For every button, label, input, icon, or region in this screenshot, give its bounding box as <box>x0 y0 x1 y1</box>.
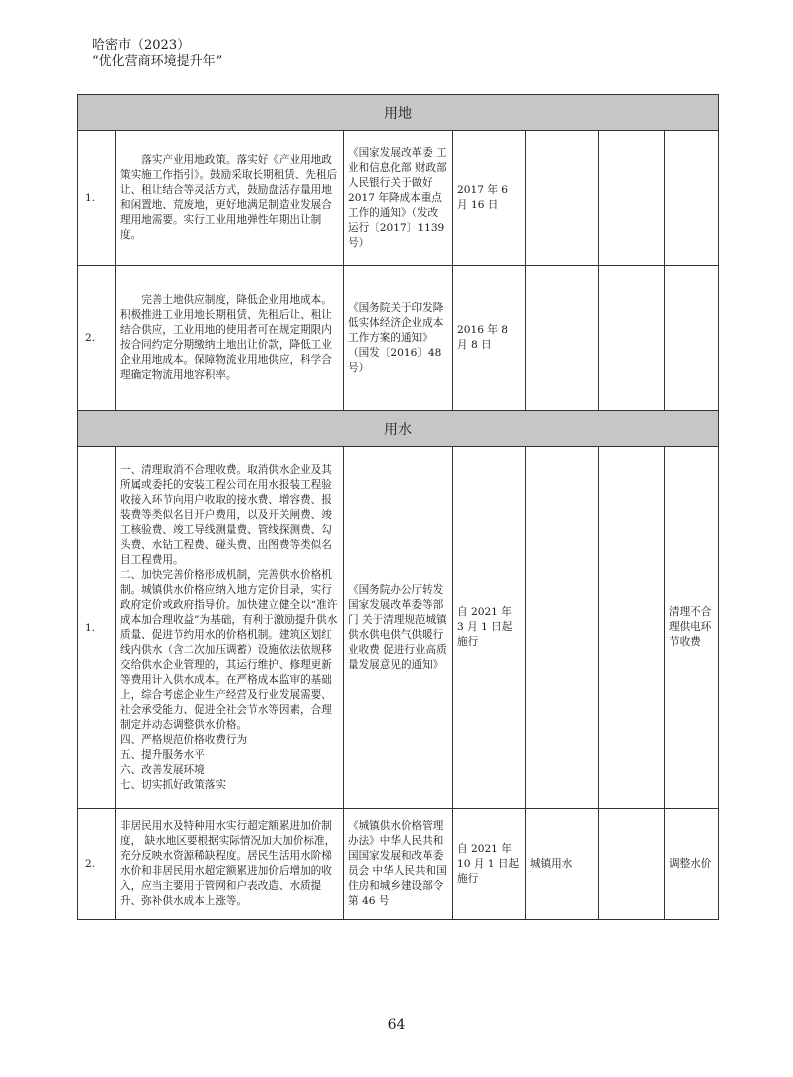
column-5-cell <box>526 447 599 809</box>
policy-paragraph: 非居民用水及特种用水实行超定额累进加价制度， 缺水地区要根据实际情况加大加价标准，充分反映水资源稀缺程度。居民生活用水阶梯水价和非居民用水超定额累进加价后增加的收入，应当主要用于管网和户表改造、水质提升、弥补供水成本上涨等。 <box>120 820 336 907</box>
policy-paragraph: 五、提升服务水平 <box>120 748 205 761</box>
page-number: 64 <box>387 1017 406 1033</box>
section-header-land <box>78 95 719 131</box>
column-6-cell <box>599 131 665 266</box>
policy-paragraph: 六、改善发展环境 <box>120 763 205 776</box>
policy-content <box>116 131 344 266</box>
policy-paragraph: 七、切实抓好政策落实 <box>120 778 226 791</box>
policy-document: 《国务院办公厅转发国家发展改革委等部门 关于清理规范城镇供水供电供气供暖行业收费 促进行业高质量发展意见的通知》 <box>344 447 453 809</box>
table-row <box>78 266 719 411</box>
column-7-cell: 调整水价 <box>665 809 719 920</box>
policy-document: 《城镇供水价格管理办法》中华人民共和国国家发展和改革委员会 中华人民共和国住房和城乡建设部令第 46 号 <box>344 809 453 920</box>
row-number: 1. <box>78 447 116 809</box>
effective-date: 自 2021 年 10 月 1 日起施行 <box>453 809 526 920</box>
policy-paragraph: 二、加快完善价格形成机制，完善供水价格机制。城镇供水价格应纳入地方定价目录，实行政府定价或政府指导价。加快建立健全以“准许成本加合理收益”为基础，有利于激励提升供水质量、促进节约用水的价格机制。建筑区划红线内供水（含二次加压调蓄）设施依法依规移交给供水企业管理的，其运行维护、修理更新等费用计入供水成本。在严格成本监审的基础上，综合考虑企业生产经营及行业发展需要、社会承受能力、促进全社会节水等因素，合理制定并动态调整供水价格。 <box>120 568 338 731</box>
column-6-cell <box>599 447 665 809</box>
effective-date: 2017 年 6 月 16 日 <box>453 131 526 266</box>
column-7-cell <box>665 131 719 266</box>
header-line-2: “优化营商环境提升年” <box>92 54 223 69</box>
column-6-cell <box>599 809 665 920</box>
row-number: 1. <box>78 131 116 266</box>
policy-document: 《国务院关于印发降低实体经济企业成本工作方案的通知》（国发〔2016〕48 号） <box>344 266 453 411</box>
column-5-cell: 城镇用水 <box>526 809 599 920</box>
effective-date: 自 2021 年 3 月 1 日起施行 <box>453 447 526 809</box>
table-row <box>78 131 719 266</box>
policy-document: 《国家发展改革委 工业和信息化部 财政部 人民银行关于做好 2017 年降成本重点工作的通知》（发改运行〔2017〕1139 号） <box>344 131 453 266</box>
policy-table <box>77 94 719 920</box>
row-number: 2. <box>78 809 116 920</box>
section-title: 用水 <box>78 411 719 447</box>
column-7-cell: 清理不合理供电环节收费 <box>665 447 719 809</box>
policy-content <box>116 447 344 809</box>
policy-paragraph: 落实产业用地政策。落实好《产业用地政策实施工作指引》。鼓励采取长期租赁、先租后让、租让结合等灵活方式，鼓励盘活存量用地和闲置地、荒废地，更好地满足制造业发展合理用地需要。实行工业用地弹性年期出让制度。 <box>120 154 338 241</box>
column-7-cell <box>665 266 719 411</box>
policy-paragraph: 一、清理取消不合理收费。取消供水企业及其所属或委托的安装工程公司在用水报装工程验收接入环节向用户收取的接水费、增容费、报装费等类似名目开户费用，以及开关闸费、竣工核验费、竣工导线测量费、管线探测费、勾头费、水钻工程费、碰头费、出图费等类似名目工程费用。 <box>120 463 332 566</box>
row-number: 2. <box>78 266 116 411</box>
column-5-cell <box>526 131 599 266</box>
policy-paragraph: 完善土地供应制度，降低企业用地成本。积极推进工业用地长期租赁、先租后让、租让结合供应，工业用地的使用者可在规定期限内按合同约定分期缴纳土地出让价款，降低工业企业用地成本。保障物流业用地供应，科学合理确定物流用地容积率。 <box>120 294 332 381</box>
policy-content <box>116 809 344 920</box>
effective-date: 2016 年 8 月 8 日 <box>453 266 526 411</box>
policy-content <box>116 266 344 411</box>
section-title: 用地 <box>78 95 719 131</box>
column-6-cell <box>599 266 665 411</box>
column-5-cell <box>526 266 599 411</box>
header-line-1: 哈密市（2023） <box>92 38 191 53</box>
section-header-water <box>78 411 719 447</box>
policy-paragraph: 四、严格规范价格收费行为 <box>120 733 248 746</box>
table-row <box>78 447 719 809</box>
table-row <box>78 809 719 920</box>
document-header <box>92 38 222 70</box>
